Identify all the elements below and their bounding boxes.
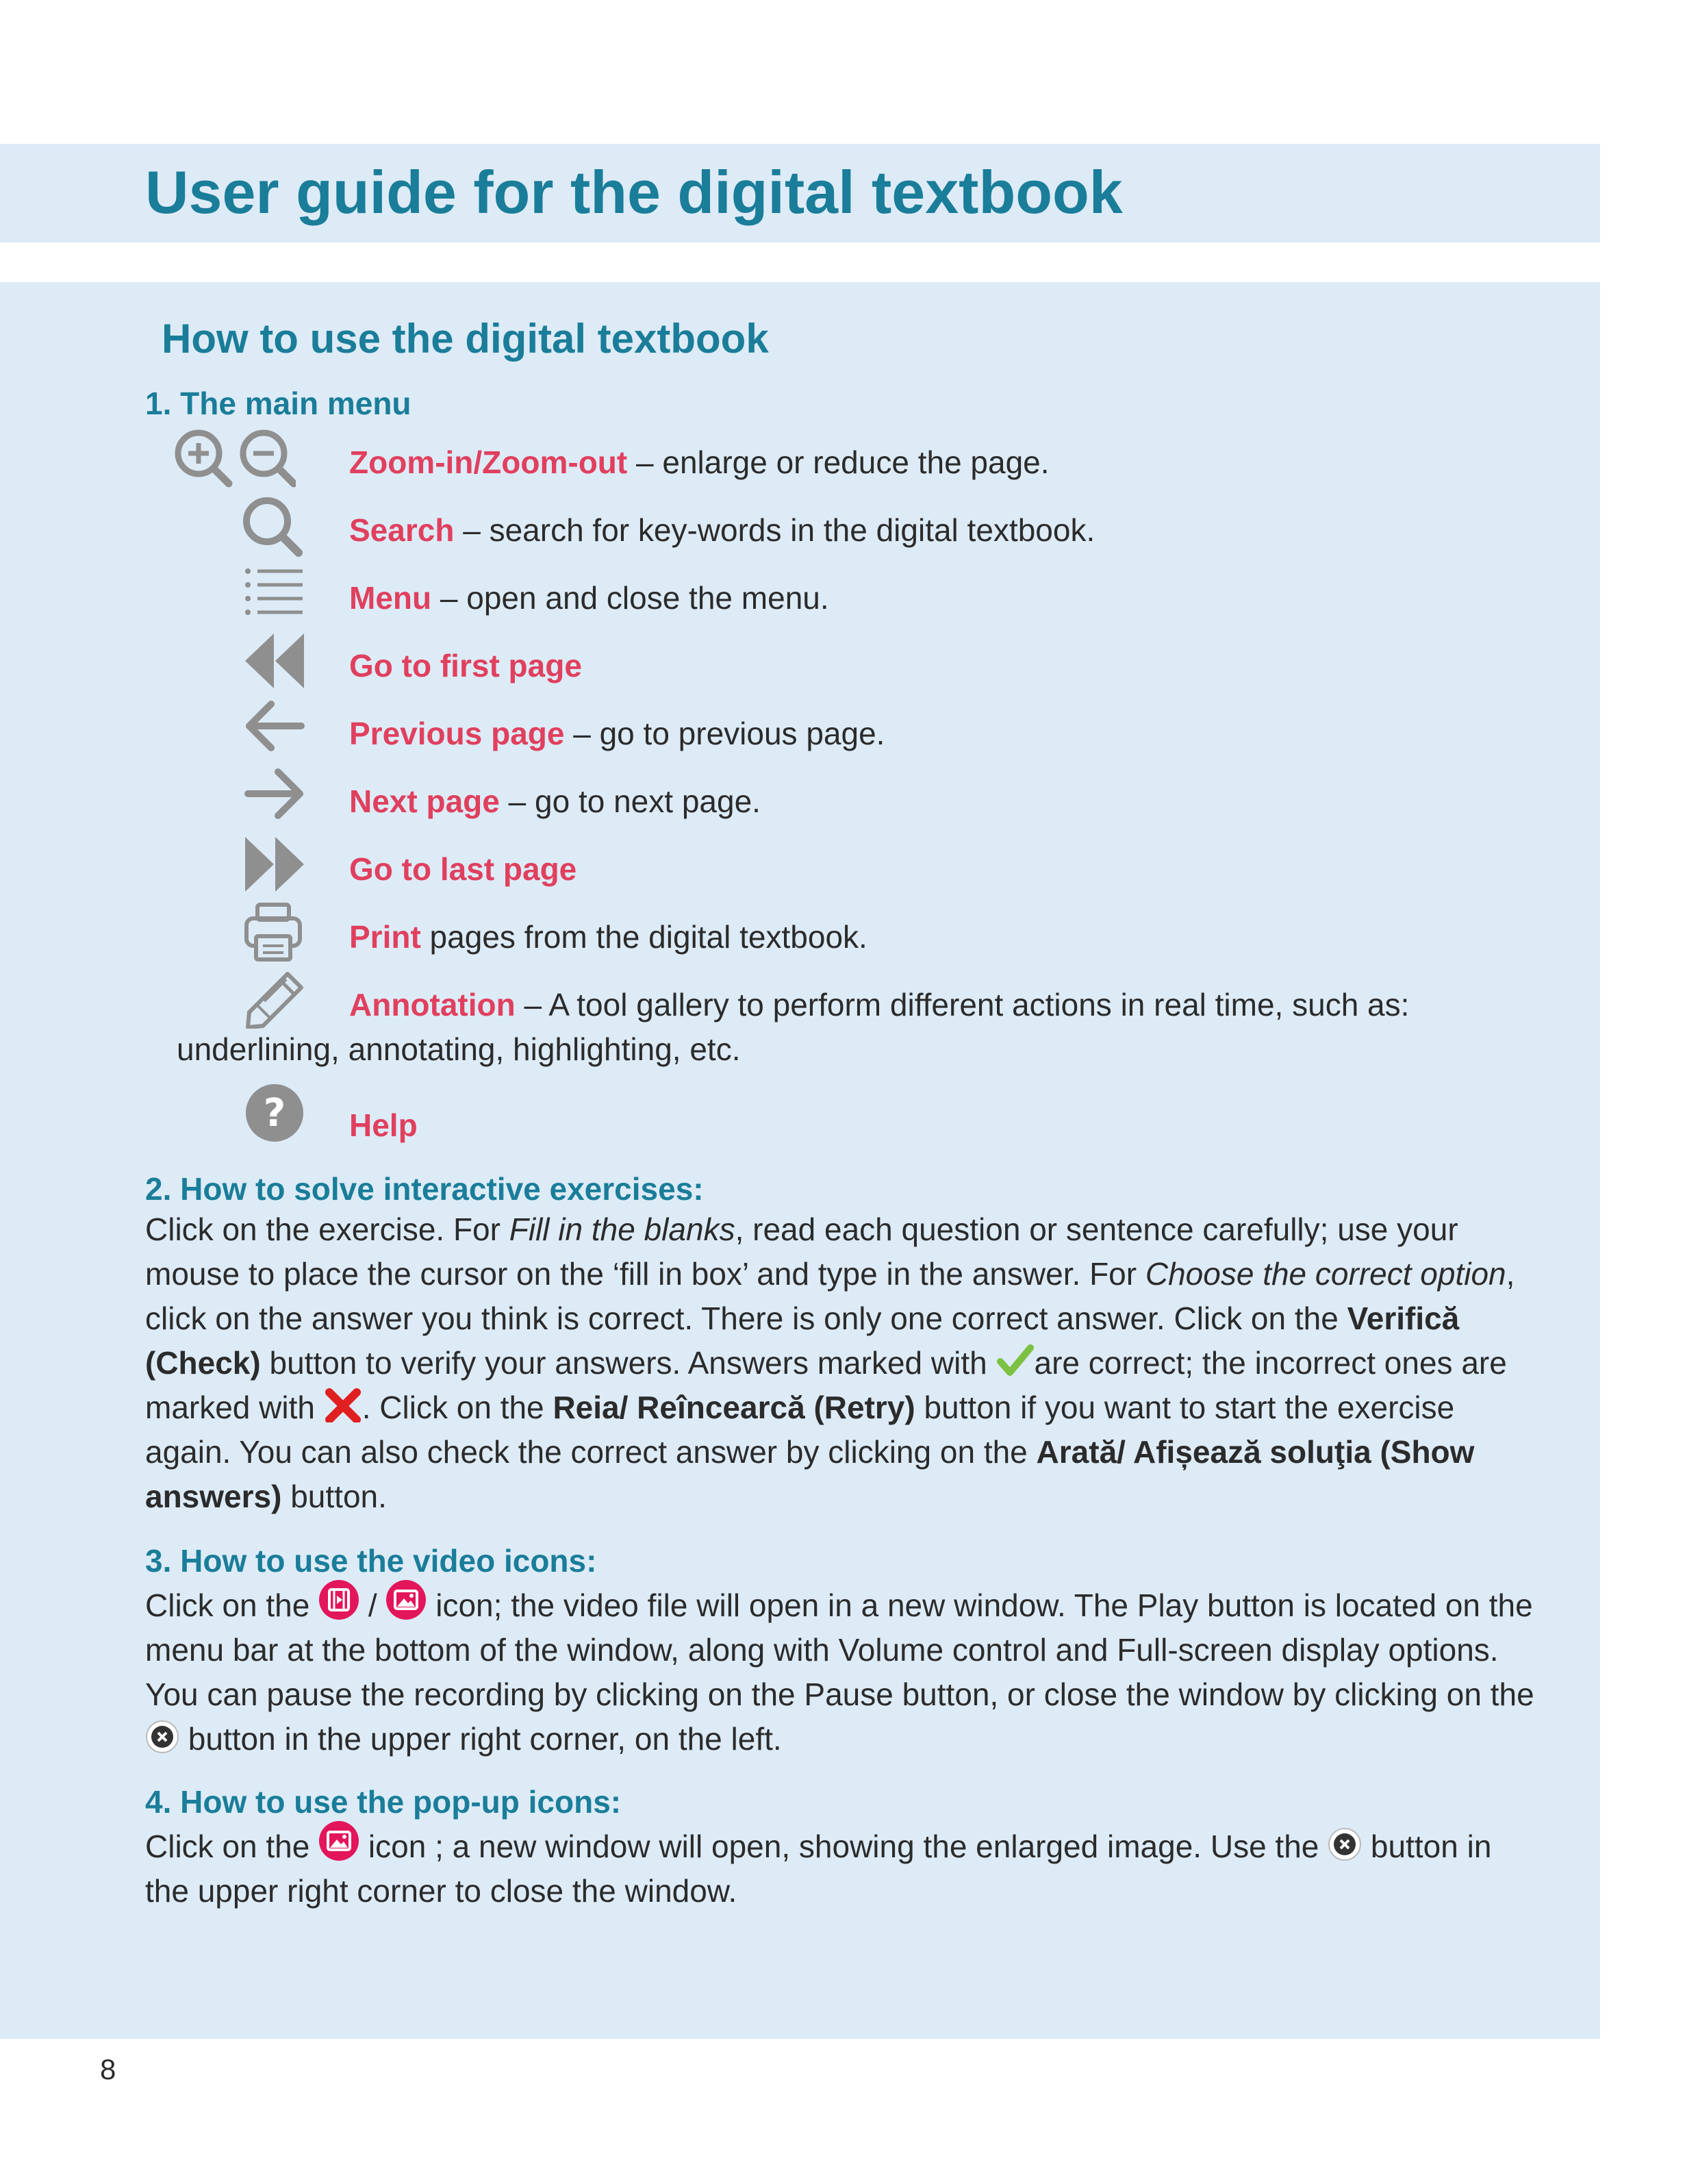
s2-italic-2: Choose the correct option <box>1145 1256 1506 1292</box>
annotation-continued: underlining, annotating, highlighting, etc. <box>177 1031 741 1067</box>
help-icon <box>245 1083 304 1142</box>
panel-heading: How to use the digital textbook <box>162 316 769 362</box>
page-title: User guide for the digital textbook <box>145 158 1123 226</box>
previous-page-label: Previous page <box>349 716 565 751</box>
checkmark-icon <box>996 1344 1035 1378</box>
first-page-icon <box>244 631 305 691</box>
section-1-title: 1. The main menu <box>145 386 411 421</box>
s3-text-4: button in the upper right corner, on the left. <box>179 1721 782 1757</box>
image-popup-icon <box>318 1820 359 1861</box>
s2-text-2: , read each question or sentence carefully; use your mouse to place the cursor on the ‘fill in box’ and type in the answer. For <box>145 1212 1458 1292</box>
help-label: Help <box>349 1107 418 1143</box>
section-4-text <box>145 1820 1542 1913</box>
section-4-title: 4. How to use the pop-up icons: <box>145 1784 622 1820</box>
cross-icon <box>324 1388 362 1422</box>
menu-row-search <box>0 495 1600 557</box>
section-3-text <box>145 1579 1542 1761</box>
s2-text-6: . Click on the <box>362 1390 553 1425</box>
svg-text:?: ? <box>263 1091 286 1135</box>
last-page-icon <box>244 834 305 894</box>
annotation-label: Annotation <box>349 987 516 1022</box>
video-icon <box>318 1579 359 1620</box>
content-panel <box>0 282 1600 2039</box>
close-icon <box>145 1720 179 1754</box>
next-page-desc: – go to next page. <box>499 783 761 819</box>
menu-row-help <box>0 1083 1600 1145</box>
s2-text-3: , click on the answer you think is correct. There is only one correct answer. Click on the <box>145 1256 1515 1336</box>
s3-text-3: icon; the video file will open in a new window. The Play button is located on the menu bar at the bottom of the window, along with Volume control and Full-screen display options. You can pause the recording by clicking on the Pause button, or close the window by clicking on the <box>145 1587 1534 1712</box>
show-answers-button-name: Arată/ Afișează soluţia (Show answers) <box>145 1434 1475 1514</box>
search-icon <box>240 495 305 557</box>
s2-text-5: are correct; the incorrect ones are marked with <box>145 1345 1507 1425</box>
section-2-text <box>145 1207 1542 1519</box>
menu-row-zoom <box>0 427 1600 489</box>
search-desc: – search for key-words in the digital textbook. <box>454 512 1095 548</box>
pencil-icon <box>244 970 305 1029</box>
title-band <box>0 144 1600 242</box>
next-page-label: Next page <box>349 783 500 819</box>
s2-text-4: button to verify your answers. Answers marked with <box>260 1345 996 1381</box>
menu-list-icon <box>244 563 305 618</box>
menu-row-print <box>0 902 1600 964</box>
zoom-desc: – enlarge or reduce the page. <box>627 444 1050 480</box>
section-2-title: 2. How to solve interactive exercises: <box>145 1171 704 1207</box>
annotation-desc: – A tool gallery to perform different actions in real time, such as: <box>515 987 1410 1022</box>
s4-text-3: button in the upper right corner to close the window. <box>145 1829 1492 1909</box>
s2-italic-1: Fill in the blanks <box>509 1212 735 1247</box>
last-page-label: Go to last page <box>349 851 577 887</box>
arrow-right-icon <box>244 766 305 821</box>
previous-page-desc: – go to previous page. <box>564 716 885 751</box>
print-desc: pages from the digital textbook. <box>420 919 867 955</box>
section-3-title: 3. How to use the video icons: <box>145 1543 597 1579</box>
menu-label: Menu <box>349 580 432 616</box>
s4-text-1: Click on the <box>145 1829 319 1864</box>
search-label: Search <box>349 512 455 548</box>
menu-row-previous-page <box>0 699 1600 760</box>
menu-row-first-page <box>0 631 1600 692</box>
page-number: 8 <box>100 2053 116 2085</box>
s3-text-2: / <box>359 1587 386 1623</box>
menu-row-next-page <box>0 766 1600 828</box>
image-popup-icon <box>385 1579 427 1620</box>
zoom-in-icon <box>173 427 296 489</box>
s4-text-2: icon ; a new window will open, showing the enlarged image. Use the <box>359 1829 1328 1864</box>
s2-text-8: button. <box>281 1479 387 1514</box>
menu-row-last-page <box>0 834 1600 896</box>
menu-desc: – open and close the menu. <box>431 580 829 616</box>
print-label: Print <box>349 919 421 955</box>
s2-text-1: Click on the exercise. For <box>145 1212 509 1247</box>
zoom-label: Zoom-in/Zoom-out <box>349 444 628 480</box>
s2-text-7: button if you want to start the exercise again. You can also check the correct answer by clicking on the <box>145 1390 1455 1470</box>
printer-icon <box>244 902 303 962</box>
arrow-left-icon <box>244 699 305 753</box>
first-page-label: Go to first page <box>349 648 582 683</box>
retry-button-name: Reia/ Reîncearcă (Retry) <box>553 1390 915 1425</box>
menu-row-annotation <box>0 970 1600 1031</box>
check-button-name: Verifică (Check) <box>145 1301 1460 1381</box>
menu-row-menu <box>0 563 1600 625</box>
s3-text-1: Click on the <box>145 1587 319 1623</box>
close-icon <box>1328 1827 1362 1861</box>
